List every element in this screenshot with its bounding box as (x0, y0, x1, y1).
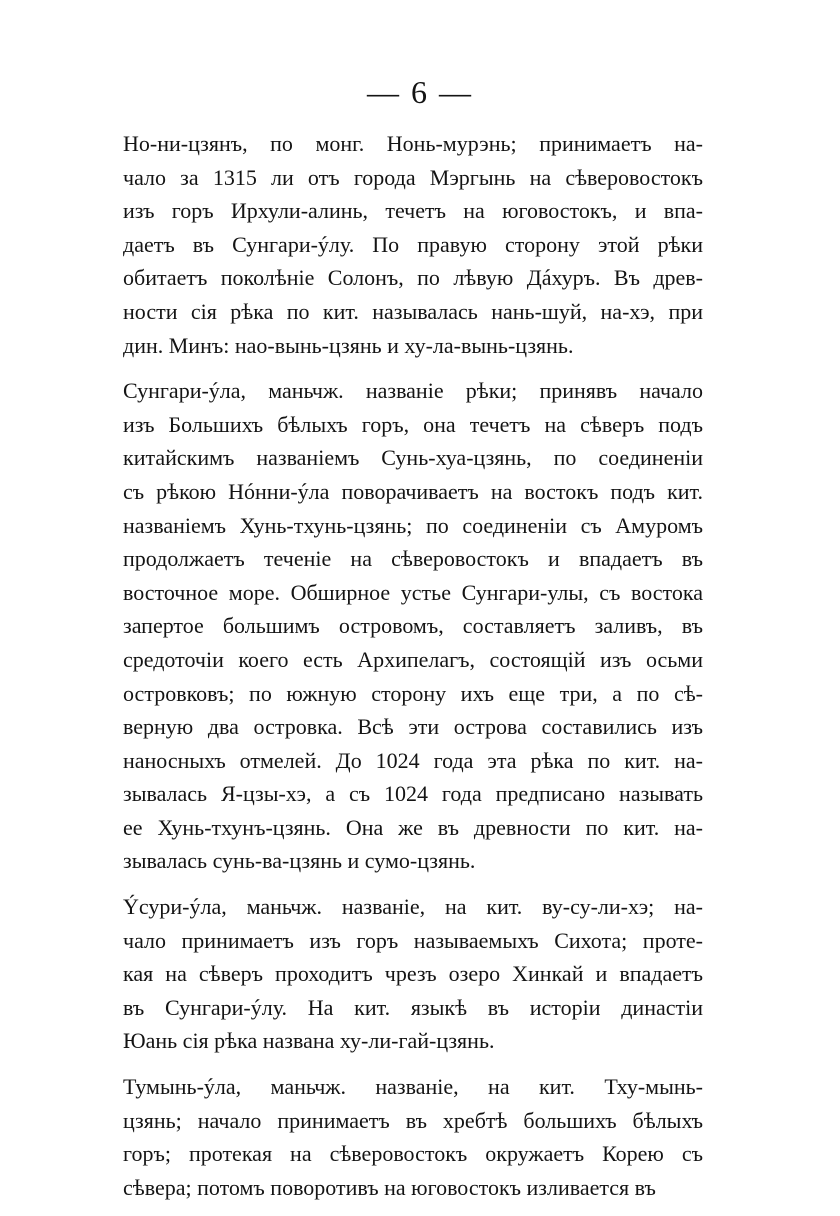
text-line: изъ горъ Ирхули-алинь, течетъ на юговостокъ, и впа- (123, 198, 703, 224)
text-line: чало принимаетъ изъ горъ называемыхъ Сихота; проте- (123, 927, 703, 953)
paragraph-ussuri (123, 890, 703, 1058)
text-line: названіемъ Хунь-тхунь-цзянь; по соединеніи съ Амуромъ (123, 512, 703, 538)
text-line: продолжаетъ теченіе на сѣверовостокъ и впадаетъ въ (123, 546, 703, 572)
text-line: обитаетъ поколѣніе Солонъ, по лѣвую Дáхуръ. Въ древ- (123, 265, 703, 291)
text-line: цзянь; начало принимаетъ въ хребтѣ большихъ бѣлыхъ (123, 1107, 703, 1133)
paragraph-sungari (123, 374, 703, 878)
text-line: зывалась Я-цзы-хэ, а съ 1024 года предписано называть (123, 781, 703, 807)
text-line: Ýсури-ýла, маньчж. названіе, на кит. ву-су-ли-хэ; на- (123, 894, 703, 920)
text-line: ности сія рѣка по кит. называлась нань-шуй, на-хэ, при (123, 298, 703, 324)
text-line: Юань сія рѣка названа ху-ли-гай-цзянь. (123, 1028, 495, 1054)
text-line: кая на сѣверъ проходитъ чрезъ озеро Хинкай и впадаетъ (123, 961, 703, 987)
paragraph-tumyn (123, 1070, 703, 1204)
text-line: дин. Минъ: нао-вынь-цзянь и ху-ла-вынь-цзянь. (123, 332, 574, 358)
text-line: верную два островка. Всѣ эти острова составились изъ (123, 714, 703, 740)
text-line: Но-ни-цзянъ, по монг. Нонь-мурэнь; принимаетъ на- (123, 131, 703, 156)
text-line: Тумынь-ýла, маньчж. названіе, на кит. Тху-мынь- (123, 1074, 703, 1100)
text-line: запертое большимъ островомъ, составляетъ заливъ, въ (123, 613, 703, 639)
text-line: зывалась сунь-ва-цзянь и сумо-цзянь. (123, 848, 476, 874)
text-line: изъ Большихъ бѣлыхъ горъ, она течетъ на сѣверъ подъ (123, 411, 703, 437)
page-number: — 6 — (367, 74, 473, 110)
text-line: горъ; протекая на сѣверовостокъ окружаетъ Корею съ (123, 1141, 703, 1167)
text-line: наносныхъ отмелей. До 1024 года эта рѣка по кит. на- (123, 747, 703, 773)
text-line: средоточіи коего есть Архипелагъ, состоящій изъ осьми (123, 646, 703, 672)
body-text (123, 127, 703, 1216)
text-line: сѣвера; потомъ поворотивъ на юговостокъ изливается въ (123, 1174, 656, 1200)
text-line: ее Хунь-тхунъ-цзянь. Она же въ древности по кит. на- (123, 814, 703, 840)
text-line: восточное море. Обширное устье Сунгари-улы, съ востока (123, 579, 703, 605)
text-line: даетъ въ Сунгари-ýлу. По правую сторону этой рѣки (123, 231, 703, 257)
paragraph-noni (123, 127, 703, 362)
text-line: чало за 1315 ли отъ города Мэргынь на сѣверовостокъ (123, 164, 703, 190)
text-line: съ рѣкою Нóнни-ýла поворачиваетъ на востокъ подъ кит. (123, 478, 703, 504)
text-line: Сунгари-ýла, маньчж. названіе рѣки; принявъ начало (123, 378, 703, 404)
text-line: въ Сунгари-ýлу. На кит. языкѣ въ исторіи династіи (123, 994, 703, 1020)
text-line: китайскимъ названіемъ Сунь-хуа-цзянь, по соединеніи (123, 445, 703, 471)
text-line: островковъ; по южную сторону ихъ еще три, а по сѣ- (123, 680, 703, 706)
